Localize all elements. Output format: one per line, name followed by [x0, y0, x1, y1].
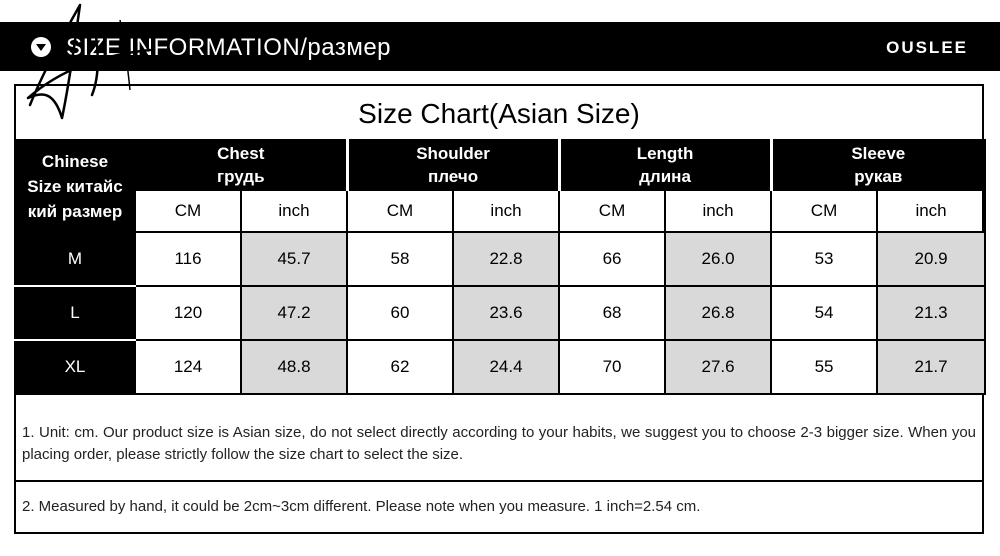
unit-header: inch: [877, 190, 985, 232]
group-header-length: Length длина: [559, 140, 771, 190]
note-measurement: 2. Measured by hand, it could be 2cm~3cm different. Please note when you measure. 1 inch=2.54 cm.: [22, 498, 701, 515]
size-chart-frame: [14, 84, 984, 534]
unit-header: CM: [135, 190, 241, 232]
size-label: L: [15, 286, 135, 340]
table-cell: 68: [559, 286, 665, 340]
table-cell: 20.9: [877, 232, 985, 286]
chart-title: Size Chart(Asian Size): [16, 86, 982, 141]
size-column-header: Chinese Size китайс кий размер: [15, 140, 135, 232]
table-cell: 21.7: [877, 340, 985, 394]
note-unit: 1. Unit: cm. Our product size is Asian size, do not select directly according to your habits, we suggest you to choose 2-3 bigger size. When you placing order, please strictly follow the size chart to select the size.: [16, 422, 982, 482]
unit-header: inch: [241, 190, 347, 232]
table-cell: 45.7: [241, 232, 347, 286]
table-cell: 54: [771, 286, 877, 340]
table-cell: 22.8: [453, 232, 559, 286]
table-cell: 62: [347, 340, 453, 394]
table-cell: 124: [135, 340, 241, 394]
table-cell: 60: [347, 286, 453, 340]
unit-header: CM: [771, 190, 877, 232]
table-cell: 47.2: [241, 286, 347, 340]
unit-header: inch: [665, 190, 771, 232]
unit-header: inch: [453, 190, 559, 232]
chevron-down-icon: [31, 37, 51, 57]
unit-header: CM: [347, 190, 453, 232]
size-label: M: [15, 232, 135, 286]
table-cell: 116: [135, 232, 241, 286]
table-cell: 23.6: [453, 286, 559, 340]
table-cell: 26.0: [665, 232, 771, 286]
group-header-chest: Chest грудь: [135, 140, 347, 190]
table-cell: 120: [135, 286, 241, 340]
size-table: [14, 139, 986, 395]
table-cell: 70: [559, 340, 665, 394]
table-cell: 27.6: [665, 340, 771, 394]
section-title: SIZE INFORMATION/размер: [66, 34, 392, 61]
table-cell: 66: [559, 232, 665, 286]
table-row: [15, 286, 985, 340]
table-row: [15, 340, 985, 394]
table-cell: 26.8: [665, 286, 771, 340]
brand-logo: OUSLEE: [886, 38, 968, 57]
table-cell: 48.8: [241, 340, 347, 394]
table-cell: 24.4: [453, 340, 559, 394]
unit-header: CM: [559, 190, 665, 232]
header-bar: [0, 22, 1000, 71]
group-header-shoulder: Shoulder плечо: [347, 140, 559, 190]
table-cell: 53: [771, 232, 877, 286]
group-header-sleeve: Sleeve рукав: [771, 140, 985, 190]
table-cell: 55: [771, 340, 877, 394]
size-label: XL: [15, 340, 135, 394]
table-cell: 21.3: [877, 286, 985, 340]
table-row: [15, 232, 985, 286]
table-cell: 58: [347, 232, 453, 286]
